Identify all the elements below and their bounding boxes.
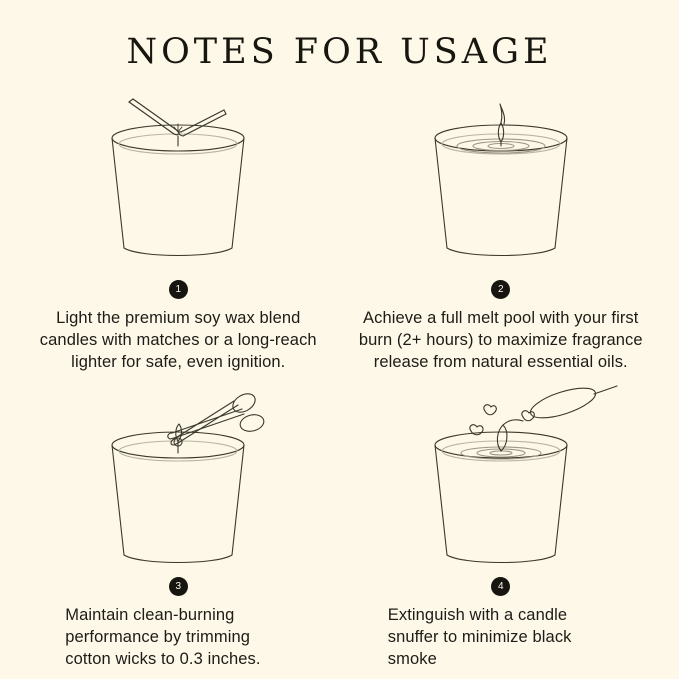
step-card-4 [347, 383, 656, 670]
steps-grid [24, 96, 655, 666]
candle-with-matches-icon [28, 96, 328, 274]
step-caption-1: Light the premium soy wax blend candles with matches or a long-reach lighter for safe, even ignition. [39, 309, 317, 371]
step-badge-2: 2 [491, 280, 510, 299]
page-title: NOTES FOR USAGE [126, 32, 553, 72]
candle-with-wick-trimmer-icon [28, 383, 328, 571]
step-card-3 [24, 383, 333, 670]
candle-with-snuffer-icon [351, 383, 651, 571]
step-caption-4: Extinguish with a candle snuffer to minimize black smoke [387, 606, 572, 668]
step-caption-3: Maintain clean-burning performance by trimming cotton wicks to 0.3 inches. [65, 606, 261, 668]
step-badge-4: 4 [491, 577, 510, 596]
step-badge-1: 1 [169, 280, 188, 299]
step-card-1 [24, 96, 333, 373]
candle-full-melt-pool-icon [351, 96, 651, 274]
step-caption-2: Achieve a full melt pool with your first burn (2+ hours) to maximize fragrance release from natural essential oils. [358, 309, 643, 371]
step-card-2 [347, 96, 656, 373]
step-badge-3: 3 [169, 577, 188, 596]
